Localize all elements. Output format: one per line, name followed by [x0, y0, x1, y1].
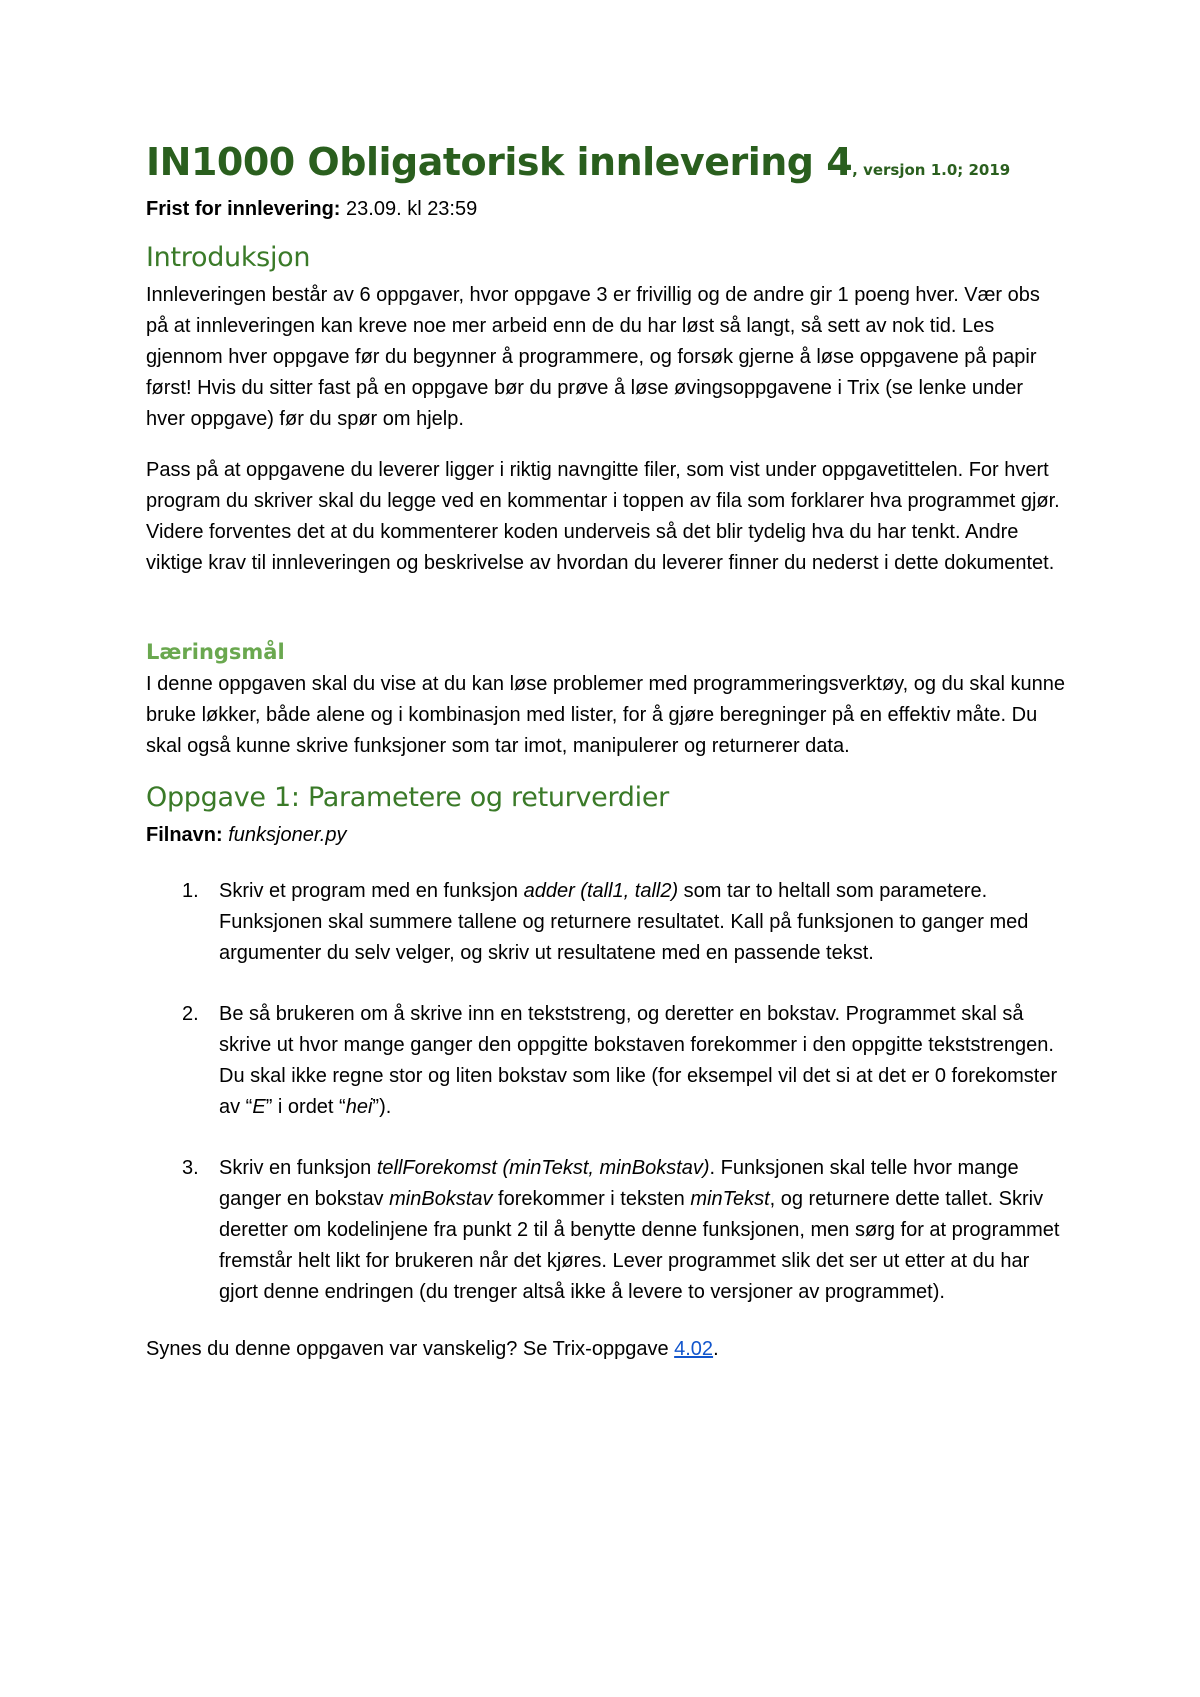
document-page: [146, 140, 1066, 1365]
item-text: forekommer i teksten: [492, 1187, 691, 1210]
item-code: tellForekomst (minTekst, minBokstav): [376, 1156, 710, 1179]
hint-text: Synes du denne oppgaven var vanskelig? Se Trix-oppgave: [146, 1337, 675, 1360]
list-item-number: 2.: [182, 1002, 199, 1025]
item-text: , og returnere dette tallet. Skriv deretter om kodelinjene fra punkt 2 til å benytte denne funksjonen, men sørg for at programmet fremstår helt likt for brukeren når det kjøres. Lever programmet slik det ser ut etter at du har gjort denne endringen (du trenger altså ikke å levere to versjoner av programmet).: [219, 1187, 1060, 1303]
document-title: [146, 140, 1066, 186]
item-code: minTekst: [690, 1187, 770, 1210]
list-item: [146, 999, 1066, 1123]
item-text: Be så brukeren om å skrive inn en tekststreng, og deretter en bokstav. Programmet skal så skrive ut hvor mange ganger den oppgitte bokstaven forekommer i den oppgitte tekststrengen. Du skal ikke regne stor og liten bokstav som like (for eksempel vil det si at det er 0 forekomster av “: [219, 1002, 1058, 1118]
filename-label: Filnavn:: [146, 823, 223, 846]
deadline-value: 23.09. kl 23:59: [340, 197, 478, 220]
title-version: , versjon 1.0; 2019: [852, 161, 1011, 179]
item-code: adder (tall1, tall2): [523, 879, 679, 902]
task1-filename-line: [146, 820, 1066, 850]
title-text: IN1000 Obligatorisk innlevering 4: [146, 140, 853, 184]
item-text: Skriv et program med en funksjon: [219, 879, 524, 902]
item-code: minBokstav: [389, 1187, 493, 1210]
item-text: ” i ordet “: [265, 1095, 346, 1118]
item-code: E: [252, 1095, 266, 1118]
filename-value: funksjoner.py: [228, 823, 347, 846]
goals-paragraph: I denne oppgaven skal du vise at du kan løse problemer med programmeringsverktøy, og du skal kunne bruke løkker, både alene og i kombinasjon med lister, for å gjøre beregninger på en effektiv måte. Du skal også kunne skrive funksjoner som tar imot, manipulerer og returnerer data.: [146, 672, 1066, 757]
list-item: [146, 1153, 1066, 1308]
task1-heading: Oppgave 1: Parametere og returverdier: [146, 781, 669, 813]
task1-hint: [146, 1334, 1066, 1365]
deadline-line: [146, 196, 1066, 222]
list-item-number: 1.: [182, 879, 199, 902]
deadline-label: Frist for innlevering:: [146, 197, 341, 220]
item-text: ”).: [372, 1095, 392, 1118]
list-item-number: 3.: [182, 1156, 199, 1179]
intro-heading: Introduksjon: [146, 241, 311, 273]
goals-heading: Læringsmål: [146, 639, 285, 664]
intro-paragraph-1: Innleveringen består av 6 oppgaver, hvor oppgave 3 er frivillig og de andre gir 1 poeng hver. Vær obs på at innleveringen kan kreve noe mer arbeid enn de du har løst så langt, så sett av nok tid. Les gjennom hver oppgave før du begynner å programmere, og forsøk gjerne å løse oppgavene på papir først! Hvis du sitter fast på en oppgave bør du prøve å løse øvingsoppgavene i Trix (se lenke under hver oppgave) før du spør om hjelp.: [146, 283, 1040, 430]
trix-link[interactable]: 4.02: [674, 1337, 714, 1360]
item-text: . Funksjonen skal telle hvor mange ganger en bokstav: [219, 1156, 1019, 1210]
item-text: Skriv en funksjon: [219, 1156, 377, 1179]
item-text: som tar to heltall som parametere. Funksjonen skal summere tallene og returnere resultatet. Kall på funksjonen to ganger med argumenter du selv velger, og skriv ut resultatene med en passende tekst.: [219, 879, 1029, 964]
task1-list: [146, 876, 1066, 1308]
item-code: hei: [345, 1095, 373, 1118]
hint-end: .: [713, 1337, 719, 1360]
list-item: [146, 876, 1066, 969]
intro-paragraph-2: Pass på at oppgavene du leverer ligger i riktig navngitte filer, som vist under oppgavetittelen. For hvert program du skriver skal du legge ved en kommentar i toppen av fila som forklarer hva programmet gjør. Videre forventes det at du kommenterer koden underveis så det blir tydelig hva du har tenkt. Andre viktige krav til innleveringen og beskrivelse av hvordan du leverer finner du nederst i dette dokumentet.: [146, 458, 1060, 574]
